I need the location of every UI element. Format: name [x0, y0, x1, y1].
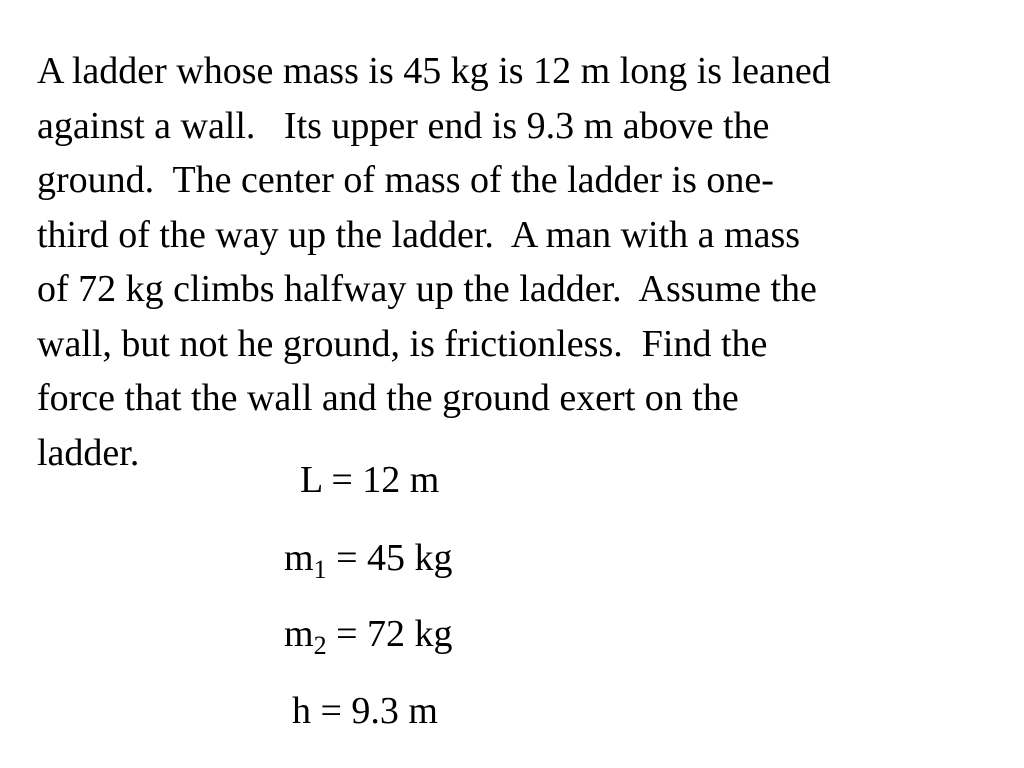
given-man-mass-value: = 72 kg — [326, 613, 453, 655]
given-ladder-mass-subscript: 1 — [313, 555, 327, 584]
given-ladder-mass — [284, 536, 453, 584]
problem-line-8: ladder. — [37, 431, 140, 474]
problem-line-3: ground. The center of mass of the ladder is one- — [37, 159, 774, 201]
given-man-mass-symbol: m — [284, 613, 314, 655]
problem-line-4: third of the way up the ladder. A man with a mass — [37, 213, 801, 256]
given-man-mass-subscript: 2 — [313, 631, 327, 660]
problem-line-5: of 72 kg climbs halfway up the ladder. Assume the — [37, 268, 817, 310]
given-ladder-mass-symbol: m — [284, 537, 314, 579]
given-ladder-mass-value: = 45 kg — [326, 537, 453, 579]
problem-line-1: A ladder whose mass is 45 kg is 12 m long is leaned — [37, 50, 831, 92]
given-height-symbol: h — [292, 690, 311, 732]
problem-line-2: against a wall. Its upper end is 9.3 m above the — [37, 104, 770, 147]
given-length — [300, 458, 439, 502]
problem-line-7: force that the wall and the ground exert on the — [37, 377, 739, 419]
given-length-symbol: L — [300, 459, 322, 501]
given-height — [292, 689, 438, 733]
given-length-value: = 12 m — [321, 459, 440, 501]
given-height-value: = 9.3 m — [311, 690, 438, 732]
given-man-mass — [284, 612, 453, 660]
problem-line-6: wall, but not he ground, is frictionless. Find the — [37, 322, 768, 365]
